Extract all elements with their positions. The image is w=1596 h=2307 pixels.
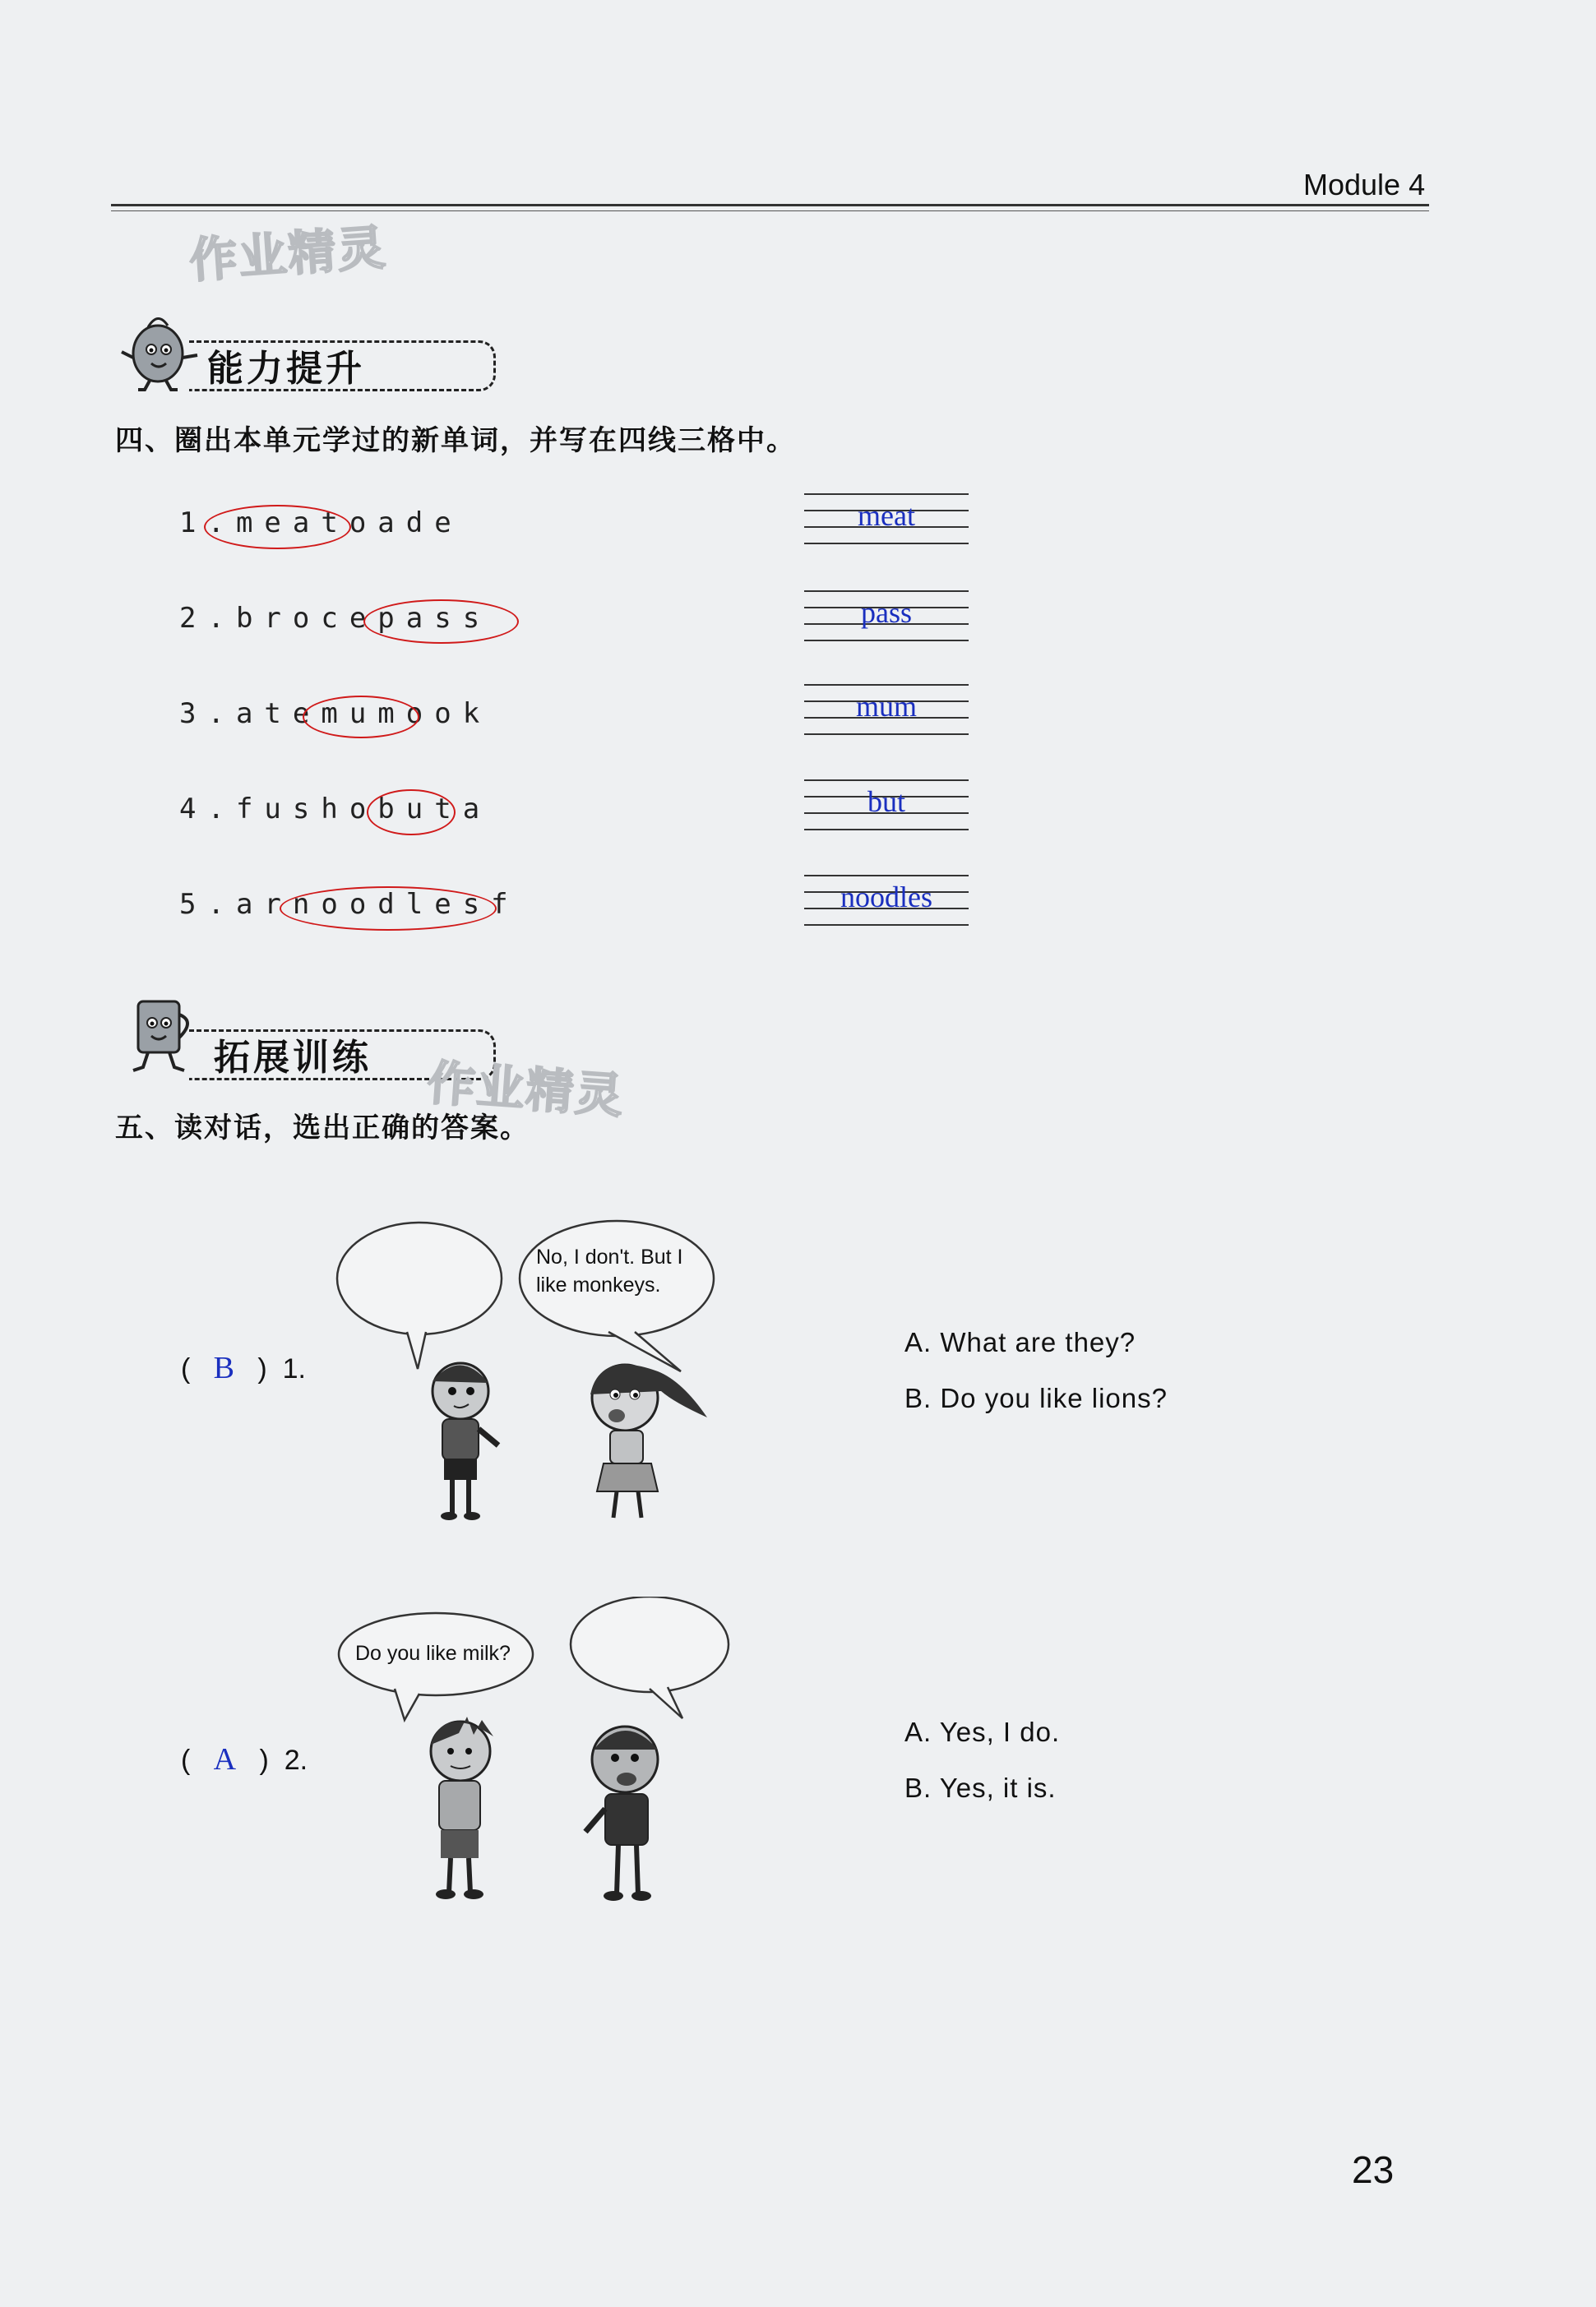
letter-string: fushobuta: [235, 793, 492, 825]
circle-mark: [303, 696, 419, 738]
letter-string: brocepass: [235, 602, 492, 635]
bubble-line: like monkeys.: [536, 1274, 661, 1297]
bubble-line: No, I don't. But I: [536, 1246, 683, 1269]
written-answer: mum: [855, 690, 917, 723]
circle-mark: [363, 599, 519, 644]
written-answer: meat: [858, 499, 915, 532]
letter-string: meatoade: [235, 506, 463, 539]
answer-bracket-2: ( A ) 2.: [181, 1742, 308, 1777]
item-number: 1.: [179, 506, 236, 539]
four-line-grid: [804, 590, 969, 650]
letter-string: arnoodlesf: [235, 888, 520, 921]
page-number: 23: [1352, 2148, 1395, 2191]
banner-title: 拓展训练: [214, 1037, 372, 1079]
four-line-grid: [804, 779, 969, 839]
written-answer: noodles: [840, 881, 932, 913]
written-answer: but: [867, 785, 905, 818]
option-a: A. What are they?: [904, 1327, 1136, 1357]
header-rule-thin: [111, 210, 1429, 211]
circle-mark: [204, 505, 351, 549]
circle-mark: [280, 886, 497, 931]
answer-bracket-1: ( B ) 1.: [181, 1351, 306, 1385]
speech-bubble-text: Do you like milk?: [355, 1642, 511, 1665]
letter-string: atemumook: [235, 697, 492, 730]
option-a: A. Yes, I do.: [904, 1717, 1061, 1747]
watermark-top: 作业精灵: [187, 219, 389, 289]
section-banner-ability: [115, 337, 510, 390]
four-line-grid: [804, 875, 969, 934]
module-label: Module 4: [1303, 168, 1426, 201]
question-number: 2.: [284, 1745, 308, 1776]
circle-mark: [367, 789, 456, 835]
filled-answer: B: [213, 1351, 235, 1385]
option-b: B. Yes, it is.: [904, 1773, 1057, 1803]
section4-instruction: 四、圈出本单元学过的新单词，并写在四线三格中。: [115, 424, 796, 457]
option-b: B. Do you like lions?: [904, 1383, 1168, 1413]
item-number: 4.: [179, 793, 236, 825]
item-number: 2.: [179, 602, 236, 635]
four-line-grid: [804, 684, 969, 743]
filled-answer: A: [213, 1742, 237, 1777]
speech-bubble-text: [536, 1243, 682, 1299]
question-number: 1.: [282, 1353, 306, 1385]
section5-instruction: 五、读对话，选出正确的答案。: [115, 1112, 530, 1144]
written-answer: pass: [861, 596, 912, 629]
watermark-middle: 作业精灵: [425, 1054, 627, 1125]
four-line-grid: [804, 493, 969, 552]
item-number: 5.: [179, 888, 236, 921]
banner-title: 能力提升: [207, 348, 365, 390]
item-number: 3.: [179, 697, 236, 730]
header-rule: [111, 204, 1429, 206]
